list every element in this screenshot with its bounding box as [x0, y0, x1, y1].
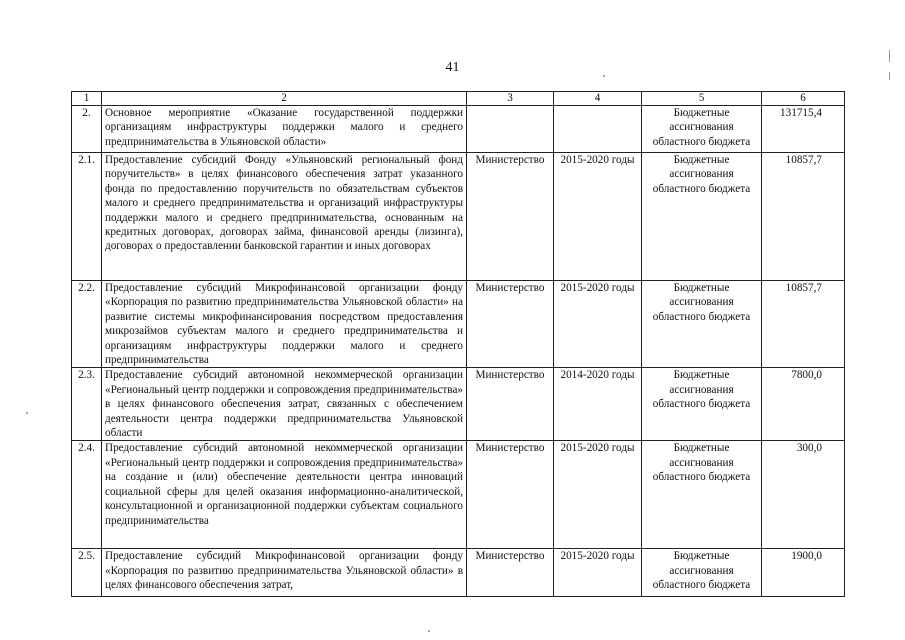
row-executor — [467, 106, 554, 153]
scan-artifact-line — [889, 72, 890, 80]
row-funding-source: Бюджетные ассигнования областного бюджета — [642, 441, 762, 549]
row-description: Предоставление субсидий Фонду «Ульяновский региональный фонд поручительств» в целях финансового обеспечения затрат указанного фонда по предоставлению поручительств по обязательствам субъектов малого и среднего предпринимательства и организаций инфраструктуры поддержки малого и среднего предпринимательства, основанным на кредитных договорах, договорах займа, финансовой аренды (лизинга), договорах о предоставлении банковской гарантии и иных договорах — [102, 153, 467, 281]
scan-artifact-dot — [26, 412, 28, 414]
row-number: 2.1. — [72, 153, 102, 281]
row-term — [554, 106, 642, 153]
row-term: 2015-2020 годы — [554, 153, 642, 281]
row-executor: Министерство — [467, 549, 554, 597]
row-description: Предоставление субсидий автономной некоммерческой организации «Региональный центр поддержки и сопровождения предпринимательства» на создание и (или) обеспечение деятельности центра инноваций социальной сферы для целей оказания информационно-аналитической, консультационной и организационной поддержки субъектам социального предпринимательства — [102, 441, 467, 549]
header-cell: 5 — [642, 92, 762, 106]
scan-artifact-line — [889, 50, 890, 62]
row-executor: Министерство — [467, 153, 554, 281]
scan-artifact-dot — [603, 75, 605, 77]
table-row — [72, 153, 845, 281]
table-row — [72, 106, 845, 153]
row-executor: Министерство — [467, 441, 554, 549]
row-description: Предоставление субсидий Микрофинансовой организации фонду «Корпорация по развитию предпринимательства Ульяновской области» на развитие системы микрофинансирования посредством предоставления микрозаймов субъектам малого и среднего предпринимательства и организациям инфраструктуры поддержки малого и среднего предпринимательства — [102, 281, 467, 368]
row-term: 2015-2020 годы — [554, 549, 642, 597]
header-cell: 2 — [102, 92, 467, 106]
row-amount: 7800,0 — [762, 368, 845, 441]
row-number: 2.3. — [72, 368, 102, 441]
row-amount: 10857,7 — [762, 153, 845, 281]
scan-artifact-dot — [428, 630, 430, 632]
row-executor: Министерство — [467, 281, 554, 368]
row-term: 2014-2020 годы — [554, 368, 642, 441]
row-term: 2015-2020 годы — [554, 441, 642, 549]
row-number: 2. — [72, 106, 102, 153]
header-cell: 3 — [467, 92, 554, 106]
row-number: 2.2. — [72, 281, 102, 368]
header-cell: 4 — [554, 92, 642, 106]
table-row — [72, 441, 845, 549]
row-funding-source: Бюджетные ассигнования областного бюджета — [642, 281, 762, 368]
row-amount: 1900,0 — [762, 549, 845, 597]
row-amount: 300,0 — [762, 441, 845, 549]
row-number: 2.4. — [72, 441, 102, 549]
table-header-row — [72, 92, 845, 106]
row-funding-source: Бюджетные ассигнования областного бюджета — [642, 153, 762, 281]
row-number: 2.5. — [72, 549, 102, 597]
row-description: Предоставление субсидий автономной некоммерческой организации «Региональный центр поддержки и сопровождения предпринимательства» в целях финансового обеспечения затрат, связанных с обеспечением деятельности центра поддержки предпринимательства Ульяновской области — [102, 368, 467, 441]
header-cell: 6 — [762, 92, 845, 106]
program-table — [71, 91, 845, 597]
row-amount: 10857,7 — [762, 281, 845, 368]
table-row — [72, 281, 845, 368]
table-row — [72, 549, 845, 597]
row-amount: 131715,4 — [762, 106, 845, 153]
row-executor: Министерство — [467, 368, 554, 441]
header-cell: 1 — [72, 92, 102, 106]
row-funding-source: Бюджетные ассигнования областного бюджета — [642, 368, 762, 441]
row-term: 2015-2020 годы — [554, 281, 642, 368]
table-row — [72, 368, 845, 441]
row-funding-source: Бюджетные ассигнования областного бюджета — [642, 549, 762, 597]
page-number: 41 — [445, 60, 460, 75]
row-funding-source: Бюджетные ассигнования областного бюджета — [642, 106, 762, 153]
row-description: Основное мероприятие «Оказание государственной поддержки организациям инфраструктуры поддержки малого и среднего предпринимательства в Ульяновской области» — [102, 106, 467, 153]
row-description: Предоставление субсидий Микрофинансовой организации фонду «Корпорация по развитию предпринимательства Ульяновской области» в целях финансового обеспечения затрат, — [102, 549, 467, 597]
